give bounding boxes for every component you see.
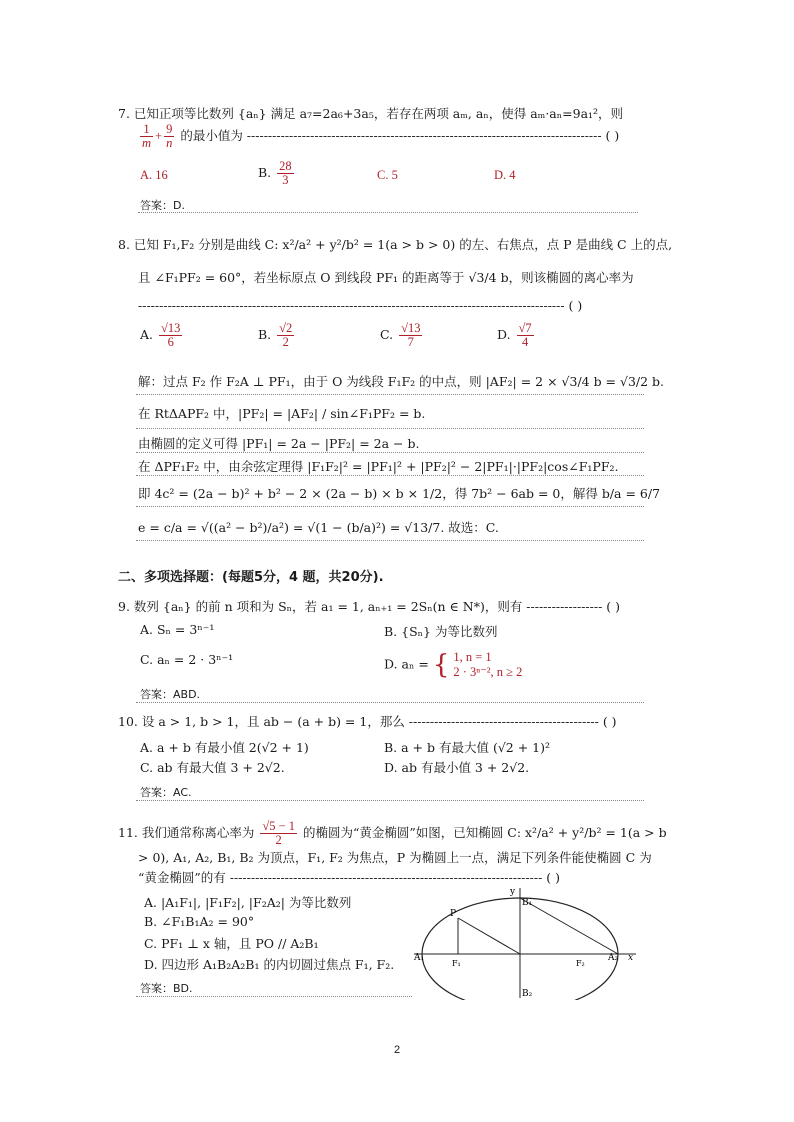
q11-stem-line1: 11. 我们通常称离心率为 $\frac{√5 - 1}{2}$ 的椭圆为“黄金椭圆”如图，已知椭圆 C: x²/a² + y²/b² = 1(a > b <box>118 819 667 847</box>
label-F1: F₁ <box>452 959 461 968</box>
q8-stem-line3: ----------------------------------------------------------------------------------------------------- ( ) <box>138 298 583 313</box>
q8-rule-1 <box>136 394 644 395</box>
q9-answer: 答案：ABD. <box>140 688 201 701</box>
q11-option-b: B. ∠F₁B₁A₂ = 90° <box>144 914 255 929</box>
q7-stem-line2: $\frac{1}{m}$ + $\frac{9}{n}$ 的最小值为 ------------------------------------------------------------------------------------ ( ) <box>142 122 620 150</box>
q8-option-b: B. $\frac{√2}{2}$ <box>258 321 293 349</box>
q11-answer-rule <box>136 996 412 997</box>
q10-answer: 答案：AC. <box>140 786 192 799</box>
label-P: P <box>450 909 457 919</box>
q8-rule-3 <box>136 452 644 453</box>
label-B1: B₁ <box>522 898 533 908</box>
q9-option-c: C. aₙ = 2 · 3ⁿ⁻¹ <box>140 652 234 667</box>
q7-option-a: A. 16 <box>140 168 168 182</box>
q9-option-d: D. aₙ = { 1, n = 1 2 · 3ⁿ⁻², n ≥ 2 <box>384 650 523 680</box>
q9-option-a: A. Sₙ = 3ⁿ⁻¹ <box>140 622 215 637</box>
q7-answer-rule <box>138 212 638 213</box>
segment-P-A2 <box>458 918 520 954</box>
q8-solution-line6: e = c/a = √((a² − b²)/a²) = √(1 − (b/a)²) = √13/7. 故选：C. <box>138 520 499 535</box>
q10-option-c: C. ab 有最大值 3 + 2√2. <box>140 760 285 775</box>
label-A2: A₂ <box>608 953 619 963</box>
q7-frac-1-over-m: $\frac{1}{m}$ <box>142 122 152 150</box>
page-number: 2 <box>394 1044 401 1056</box>
q11-stem-line2: > 0), A₁, A₂, B₁, B₂ 为顶点，F₁, F₂ 为焦点，P 为椭圆上一点，满足下列条件能使椭圆 C 为 <box>138 850 652 865</box>
q8-solution-line1: 解：过点 F₂ 作 F₂A ⊥ PF₁，由于 O 为线段 F₁F₂ 的中点，则 |AF₂| = 2 × √3/4 b = √3/2 b. <box>138 374 665 389</box>
section-heading-multiple-choice: 二、多项选择题：(每题5分，4 题，共20分). <box>118 570 384 585</box>
q11-answer: 答案：BD. <box>140 982 193 995</box>
q8-stem-line1: 8. 已知 F₁,F₂ 分别是曲线 C: x²/a² + y²/b² = 1(a > b > 0) 的左、右焦点，点 P 是曲线 C 上的点, <box>118 237 673 252</box>
q7-option-c: C. 5 <box>377 168 398 182</box>
q8-solution-line4: 在 ΔPF₁F₂ 中，由余弦定理得 |F₁F₂|² = |PF₁|² + |PF₂|² − 2|PF₁|·|PF₂|cos∠F₁PF₂. <box>138 459 619 474</box>
q8-rule-4 <box>136 475 644 476</box>
q7-answer: 答案：D. <box>140 199 185 212</box>
q9-answer-rule <box>136 702 644 703</box>
q9-stem: 9. 数列 {aₙ} 的前 n 项和为 Sₙ，若 a₁ = 1, aₙ₊₁ = 2Sₙ(n ∈ N*)，则有 ------------------ ( ) <box>118 599 621 614</box>
q8-solution-line3: 由椭圆的定义可得 |PF₁| = 2a − |PF₂| = 2a − b. <box>138 436 420 451</box>
q8-option-d: D. $\frac{√7}{4}$ <box>497 321 532 349</box>
q11-option-c: C. PF₁ ⊥ x 轴，且 PO // A₂B₁ <box>144 936 319 951</box>
q10-stem: 10. 设 a > 1, b > 1，且 ab − (a + b) = 1，那么 --------------------------------------------- ( ) <box>118 714 617 729</box>
q8-rule-5 <box>136 506 644 507</box>
q8-rule-2 <box>136 428 644 429</box>
golden-ellipse-figure <box>410 880 642 1000</box>
q8-stem-line2: 且 ∠F₁PF₂ = 60°，若坐标原点 O 到线段 PF₁ 的距离等于 √3/4 b，则该椭圆的离心率为 <box>138 270 634 285</box>
label-x: x <box>628 953 634 963</box>
q7-option-d: D. 4 <box>494 168 516 182</box>
q10-option-b: B. a + b 有最大值 (√2 + 1)² <box>384 740 551 755</box>
label-B2: B₂ <box>522 989 533 999</box>
q11-option-d: D. 四边形 A₁B₂A₂B₁ 的内切圆过焦点 F₁, F₂. <box>144 957 395 972</box>
q8-rule-6 <box>136 540 644 541</box>
q10-option-d: D. ab 有最小值 3 + 2√2. <box>384 760 530 775</box>
q7-stem-line1: 7. 已知正项等比数列 {aₙ} 满足 a₇=2a₆+3a₅，若存在两项 aₘ, aₙ，使得 aₘ·aₙ=9a₁²，则 <box>118 106 624 121</box>
q8-solution-line2: 在 RtΔAPF₂ 中，|PF₂| = |AF₂| / sin∠F₁PF₂ = b. <box>138 406 426 421</box>
label-A1: A₁ <box>414 953 425 963</box>
q7-option-b: B. $\frac{28}{3}$ <box>258 159 292 187</box>
q8-solution-line5: 即 4c² = (2a − b)² + b² − 2 × (2a − b) × b × 1/2，得 7b² − 6ab = 0，解得 b/a = 6/7 <box>138 486 661 501</box>
q11-option-a: A. |A₁F₁|, |F₁F₂|, |F₂A₂| 为等比数列 <box>144 895 352 910</box>
label-y: y <box>510 887 516 897</box>
label-F2: F₂ <box>576 959 585 968</box>
segment-B1-A2 <box>520 898 618 954</box>
q11-stem-line3: “黄金椭圆”的有 -------------------------------------------------------------------------- ( ) <box>138 870 561 885</box>
q8-option-c: C. $\frac{√13}{7}$ <box>380 321 421 349</box>
q7-frac-9-over-n: $\frac{9}{n}$ <box>166 122 173 150</box>
q10-option-a: A. a + b 有最小值 2(√2 + 1) <box>140 740 309 755</box>
q8-option-a: A. $\frac{√13}{6}$ <box>140 321 181 349</box>
q10-answer-rule <box>136 800 644 801</box>
q9-option-b: B. {Sₙ} 为等比数列 <box>384 624 498 639</box>
